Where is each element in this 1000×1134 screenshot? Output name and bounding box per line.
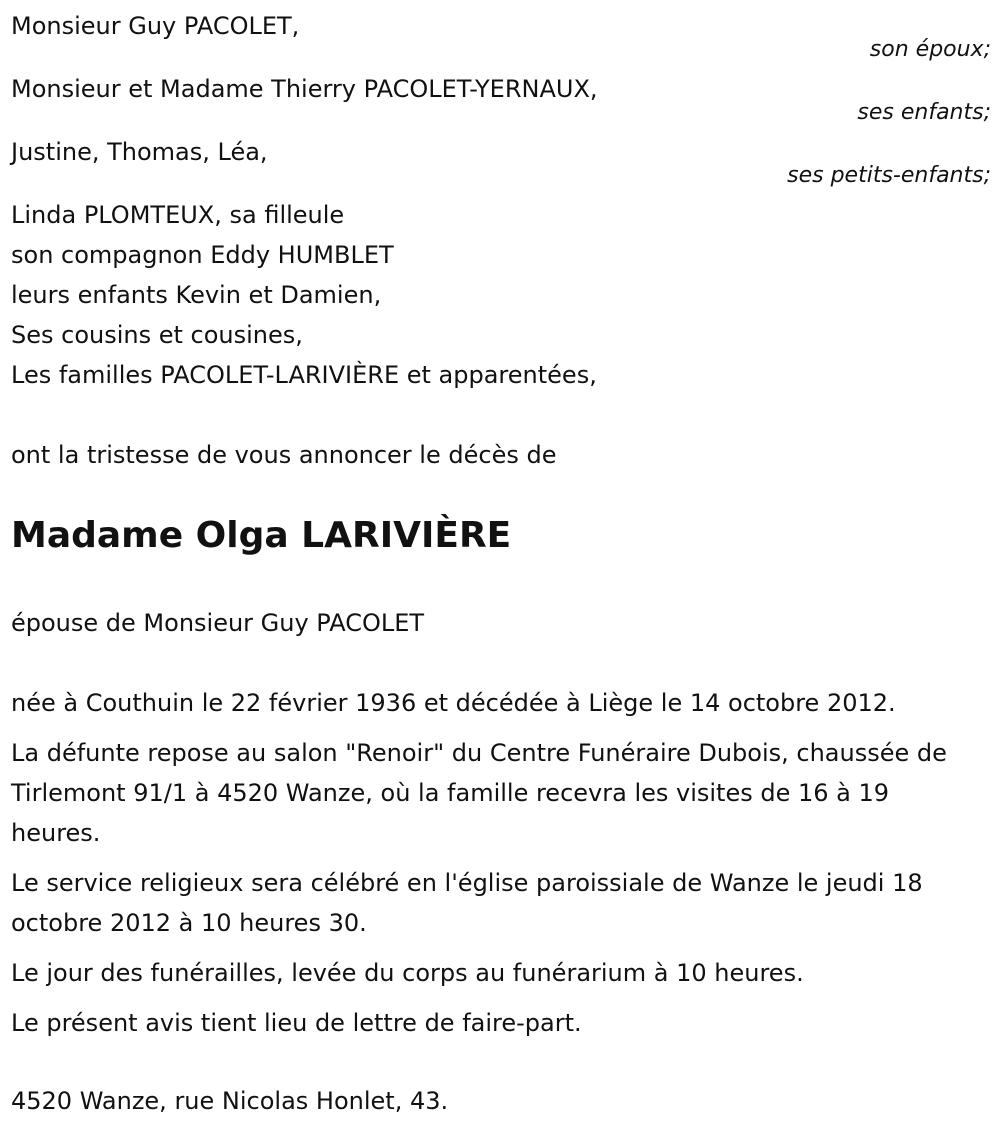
notice-info: Le présent avis tient lieu de lettre de faire-part. — [11, 1009, 582, 1037]
visitation-info: La défunte repose au salon "Renoir" du Centre Funéraire Dubois, chaussée de Tirlemont 91/1 à 4520 Wanze, où la famille recevra les visites de 16 à 19 heures. — [11, 739, 947, 847]
relative-line: Les familles PACOLET-LARIVIÈRE et apparentées, — [11, 361, 597, 389]
family-member-name: Monsieur et Madame Thierry PACOLET-YERNAUX, — [11, 75, 598, 103]
details — [11, 683, 986, 1043]
other-relatives — [11, 195, 597, 395]
family-member-role: ses enfants; — [857, 100, 991, 125]
funeral-info: Le jour des funérailles, levée du corps au funérarium à 10 heures. — [11, 959, 804, 987]
deceased-name: Madame Olga LARIVIÈRE — [11, 515, 512, 556]
family-member-role: son époux; — [869, 37, 991, 62]
relative-line: leurs enfants Kevin et Damien, — [11, 281, 382, 309]
birth-death-dates: née à Couthuin le 22 février 1936 et décédée à Liège le 14 octobre 2012. — [11, 689, 896, 717]
relative-line: son compagnon Eddy HUMBLET — [11, 241, 394, 269]
family-member-name: Justine, Thomas, Léa, — [11, 138, 268, 166]
relative-line: Ses cousins et cousines, — [11, 321, 303, 349]
family-member-name: Monsieur Guy PACOLET, — [11, 12, 300, 40]
relative-line: Linda PLOMTEUX, sa filleule — [11, 201, 345, 229]
address: 4520 Wanze, rue Nicolas Honlet, 43. — [11, 1087, 449, 1115]
announcement-text: ont la tristesse de vous annoncer le décès de — [11, 441, 557, 469]
spouse-line: épouse de Monsieur Guy PACOLET — [11, 609, 425, 637]
service-info: Le service religieux sera célébré en l'église paroissiale de Wanze le jeudi 18 octobre 2012 à 10 heures 30. — [11, 869, 923, 937]
family-member-role: ses petits-enfants; — [787, 163, 991, 188]
